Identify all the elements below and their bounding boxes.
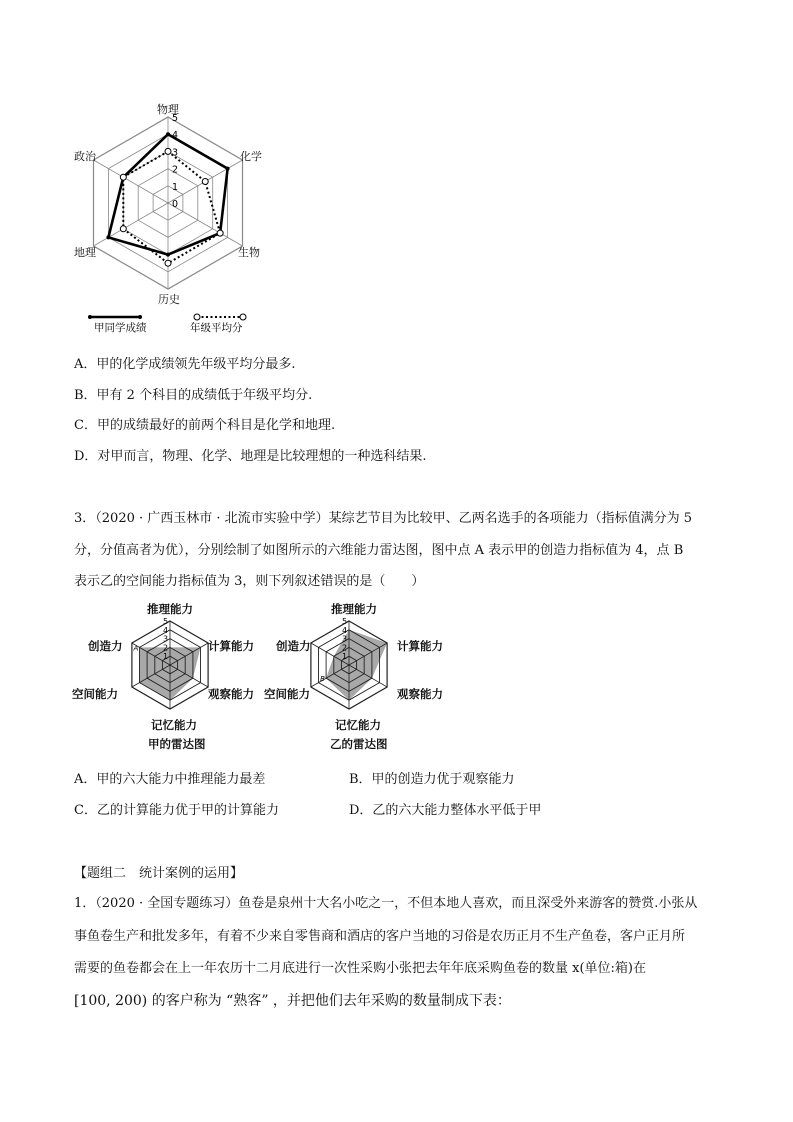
point-label: A	[133, 644, 139, 653]
series-average-point	[165, 148, 171, 154]
q2-option-c: C．甲的成绩最好的前两个科目是化学和地理.	[74, 418, 336, 433]
yi-axis-creativity: 创造力	[276, 639, 311, 653]
q3-option-b: B．甲的创造力优于观察能力	[349, 772, 515, 787]
scale-tick-label: 5	[342, 617, 348, 626]
q3-stem-line1: 3．（2020 · 广西玉林市 · 北流市实验中学）某综艺节目为比较甲、乙两名选手的各项能力（指标值满分为 5	[74, 511, 693, 526]
jia-axis-creativity: 创造力	[88, 639, 123, 653]
yi-radar-title: 乙的雷达图	[330, 737, 388, 751]
series-average-point	[120, 174, 126, 180]
scale-tick-label: 1	[172, 181, 179, 193]
yi-axis-observation: 观察能力	[397, 687, 443, 701]
scale-tick-label: 5	[172, 113, 179, 124]
series-student-point	[166, 132, 170, 136]
axis-spoke	[94, 160, 168, 203]
q3-option-d: D．乙的六大能力整体水平低于甲	[349, 803, 542, 818]
group2-q1-line3: 需要的鱼卷都会在上一年农历十二月底进行一次性采购小张把去年年底采购鱼卷的数量 x(单位:箱)在	[74, 961, 646, 976]
ability-radar-yi	[299, 610, 399, 715]
q2-option-b: B．甲有 2 个科目的成绩低于年级平均分.	[74, 388, 313, 403]
scale-tick-label: 3	[342, 634, 348, 644]
axis-label-politics: 政治	[74, 150, 96, 163]
legend-hollow-dot	[194, 314, 200, 320]
scale-tick-label: 1	[342, 652, 348, 662]
jia-axis-reasoning: 推理能力	[147, 602, 193, 616]
scale-tick-label: 4	[163, 625, 169, 635]
scale-tick-label: 0	[172, 199, 179, 210]
axis-label-chemistry: 化学	[240, 150, 262, 163]
axis-label-biology: 生物	[238, 246, 260, 259]
yi-axis-reasoning: 推理能力	[331, 602, 377, 616]
yi-axis-memory: 记忆能力	[335, 718, 381, 732]
yi-axis-spatial: 空间能力	[264, 687, 310, 701]
scale-tick-label: 2	[172, 164, 179, 176]
group2-title: 【题组二 统计案例的运用】	[74, 866, 244, 881]
q2-option-a: A．甲的化学成绩领先年级平均分最多.	[74, 357, 296, 372]
axis-label-geography: 地理	[74, 246, 96, 259]
jia-radar-title: 甲的雷达图	[148, 737, 206, 751]
scale-tick-label: 1	[163, 652, 169, 662]
series-average-point	[165, 260, 171, 266]
q2-option-d: D．对甲而言，物理、化学、地理是比较理想的一种选科结果.	[74, 449, 427, 464]
jia-axis-memory: 记忆能力	[151, 718, 197, 732]
scale-tick-label: 3	[163, 634, 169, 644]
scale-tick-label: 4	[342, 625, 348, 635]
q3-option-c: C．乙的计算能力优于甲的计算能力	[74, 803, 279, 818]
group2-q1-line4: [100, 200) 的客户称为 “熟客” ，并把他们去年采购的数量制成下表：	[74, 993, 511, 1009]
jia-axis-observation: 观察能力	[208, 687, 254, 701]
group2-q1-line1: 1．（2020 · 全国专题练习）鱼卷是泉州十大名小吃之一，不但本地人喜欢，而且深受外来游客的赞赏.小张从	[74, 896, 698, 911]
legend-label-average: 年级平均分	[190, 322, 243, 334]
scale-tick-label: 5	[163, 617, 169, 626]
axis-label-physics: 物理	[157, 103, 179, 116]
series-average-point	[120, 226, 126, 232]
point-label: B	[320, 675, 325, 684]
legend-dot	[88, 315, 92, 319]
yi-axis-computation: 计算能力	[397, 639, 443, 653]
q3-stem-line2: 分，分值高者为优），分别绘制了如图所示的六维能力雷达图，图中点 A 表示甲的创造力指标值为 4，点 B	[74, 543, 684, 558]
legend-label-student: 甲同学成绩	[94, 322, 147, 334]
scale-tick-label: 2	[342, 643, 348, 653]
series-student-point	[166, 253, 170, 257]
q3-stem-line3: 表示乙的空间能力指标值为 3，则下列叙述错误的是（ ）	[74, 574, 425, 589]
group2-q1-line2: 事鱼卷生产和批发多年，有着不少来自零售商和酒店的客户当地的习俗是农历正月不生产鱼卷，客户正月所	[74, 929, 686, 944]
jia-axis-computation: 计算能力	[208, 639, 254, 653]
scale-tick-label: 3	[172, 147, 179, 159]
scale-tick-label: 2	[163, 643, 169, 653]
axis-spoke	[94, 203, 168, 246]
series-average-point	[202, 179, 208, 185]
axis-label-history: 历史	[158, 293, 180, 306]
scale-tick-label: 4	[172, 130, 179, 142]
jia-axis-spatial: 空间能力	[72, 687, 118, 701]
q3-option-a: A．甲的六大能力中推理能力最差	[74, 772, 266, 787]
series-average-point	[217, 230, 223, 236]
legend-hollow-dot	[240, 314, 246, 320]
series-student-point	[226, 167, 230, 171]
legend-dot	[138, 315, 142, 319]
series-student-point	[106, 235, 110, 239]
ability-radar-jia	[120, 610, 220, 715]
